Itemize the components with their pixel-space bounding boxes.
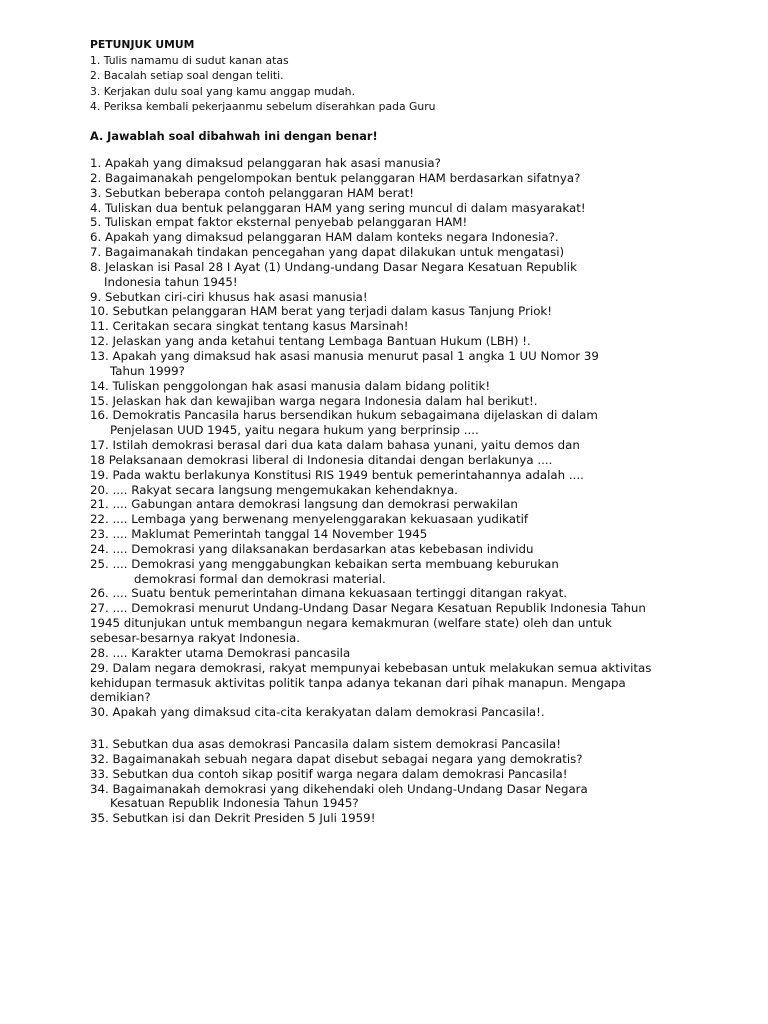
question-line: 29. Dalam negara demokrasi, rakyat mempunyai kebebasan untuk melakukan semua aktivitas (90, 660, 652, 675)
question-continuation: sebesar-besarnya rakyat Indonesia. (90, 631, 300, 645)
question-line: 1. Apakah yang dimaksud pelanggaran hak asasi manusia? (90, 156, 441, 170)
instruction-item: 3. Kerjakan dulu soal yang kamu anggap mudah. (90, 84, 355, 98)
question-line: 27. .... Demokrasi menurut Undang-Undang Dasar Negara Kesatuan Republik Indonesia Tahun (90, 601, 646, 616)
question-line: 6. Apakah yang dimaksud pelanggaran HAM dalam konteks negara Indonesia?. (90, 230, 559, 245)
question-line: 7. Bagaimanakah tindakan pencegahan yang dapat dilakukan untuk mengatasi) (90, 245, 565, 260)
question-continuation: Indonesia tahun 1945! (104, 274, 238, 289)
question-continuation: Penjelasan UUD 1945, yaitu negara hukum yang berprinsip .... (110, 423, 479, 438)
question-line: 9. Sebutkan ciri-ciri khusus hak asasi manusia! (90, 289, 368, 304)
question-continuation: 1945 ditunjukan untuk membangun negara kemakmuran (welfare state) oleh dan untuk (90, 616, 612, 631)
question-continuation: Tahun 1999? (110, 363, 185, 378)
question-line: 25. .... Demokrasi yang menggabungkan kebaikan serta membuang keburukan (90, 556, 559, 571)
question-line: 5. Tuliskan empat faktor eksternal penyebab pelanggaran HAM! (90, 215, 468, 230)
question-line: 17. Istilah demokrasi berasal dari dua kata dalam bahasa yunani, yaitu demos dan (90, 438, 580, 453)
question-line: 8. Jelaskan isi Pasal 28 I Ayat (1) Undang-undang Dasar Negara Kesatuan Republik (90, 259, 577, 274)
question-line: 22. .... Lembaga yang berwenang menyelenggarakan kekuasaan yudikatif (90, 512, 529, 527)
question-line: 10. Sebutkan pelanggaran HAM berat yang terjadi dalam kasus Tanjung Priok! (90, 304, 552, 319)
question-list (90, 156, 740, 720)
question-line: 14. Tuliskan penggolongan hak asasi manusia dalam bidang politik! (90, 378, 491, 393)
question-line: 3. Sebutkan beberapa contoh pelanggaran HAM berat! (90, 185, 414, 200)
question-line: 13. Apakah yang dimaksud hak asasi manusia menurut pasal 1 angka 1 UU Nomor 39 (90, 348, 599, 363)
question-line: 34. Bagaimanakah demokrasi yang dikehendaki oleh Undang-Undang Dasar Negara (90, 781, 588, 796)
question-line: 23. .... Maklumat Pemerintah tanggal 14 November 1945 (90, 527, 428, 542)
question-line: 31. Sebutkan dua asas demokrasi Pancasila dalam sistem demokrasi Pancasila! (90, 737, 561, 751)
question-continuation: Kesatuan Republik Indonesia Tahun 1945? (110, 796, 359, 811)
question-line: 12. Jelaskan yang anda ketahui tentang Lembaga Bantuan Hukum (LBH) !. (90, 334, 531, 349)
question-line: 11. Ceritakan secara singkat tentang kasus Marsinah! (90, 319, 409, 334)
general-instructions (90, 37, 740, 115)
question-line: 20. .... Rakyat secara langsung mengemukakan kehendaknya. (90, 482, 458, 497)
question-line: 28. .... Karakter utama Demokrasi pancasila (90, 645, 351, 660)
question-continuation: demokrasi formal dan demokrasi material. (134, 571, 386, 586)
instruction-item: 4. Periksa kembali pekerjaanmu sebelum diserahkan pada Guru (90, 100, 436, 113)
question-line: 2. Bagaimanakah pengelompokan bentuk pelanggaran HAM berdasarkan sifatnya? (90, 170, 581, 185)
question-line: 21. .... Gabungan antara demokrasi langsung dan demokrasi perwakilan (90, 497, 518, 512)
instruction-item: 1. Tulis namamu di sudut kanan atas (90, 53, 289, 67)
section-a-heading: A. Jawablah soal dibahwah ini dengan benar! (90, 130, 378, 143)
instructions-title: PETUNJUK UMUM (90, 38, 195, 51)
question-line: 32. Bagaimanakah sebuah negara dapat disebut sebagai negara yang demokratis? (90, 751, 583, 766)
question-line: 18 Pelaksanaan demokrasi liberal di Indonesia ditandai dengan berlakunya .... (90, 452, 553, 467)
question-continuation: kehidupan termasuk aktivitas politik tanpa adanya tekanan dari pihak manapun. Mengapa (90, 675, 626, 690)
instruction-item: 2. Bacalah setiap soal dengan teliti. (90, 69, 284, 82)
question-line: 4. Tuliskan dua bentuk pelanggaran HAM yang sering muncul di dalam masyarakat! (90, 200, 586, 215)
question-line: 35. Sebutkan isi dan Dekrit Presiden 5 Juli 1959! (90, 811, 376, 826)
question-line: 33. Sebutkan dua contoh sikap positif warga negara dalam demokrasi Pancasila! (90, 766, 568, 781)
question-line: 30. Apakah yang dimaksud cita-cita kerakyatan dalam demokrasi Pancasila!. (90, 705, 545, 720)
question-continuation: demikian? (90, 690, 151, 705)
question-line: 19. Pada waktu berlakunya Konstitusi RIS 1949 bentuk pemerintahannya adalah .... (90, 467, 584, 482)
question-line: 26. .... Suatu bentuk pemerintahan dimana kekuasaan tertinggi ditangan rakyat. (90, 586, 567, 601)
question-line: 24. .... Demokrasi yang dilaksanakan berdasarkan atas kebebasan individu (90, 541, 534, 556)
question-line: 15. Jelaskan hak dan kewajiban warga negara Indonesia dalam hal berikut!. (90, 393, 538, 408)
question-line: 16. Demokratis Pancasila harus bersendikan hukum sebagaimana dijelaskan di dalam (90, 408, 598, 423)
question-list-continued (90, 737, 740, 826)
